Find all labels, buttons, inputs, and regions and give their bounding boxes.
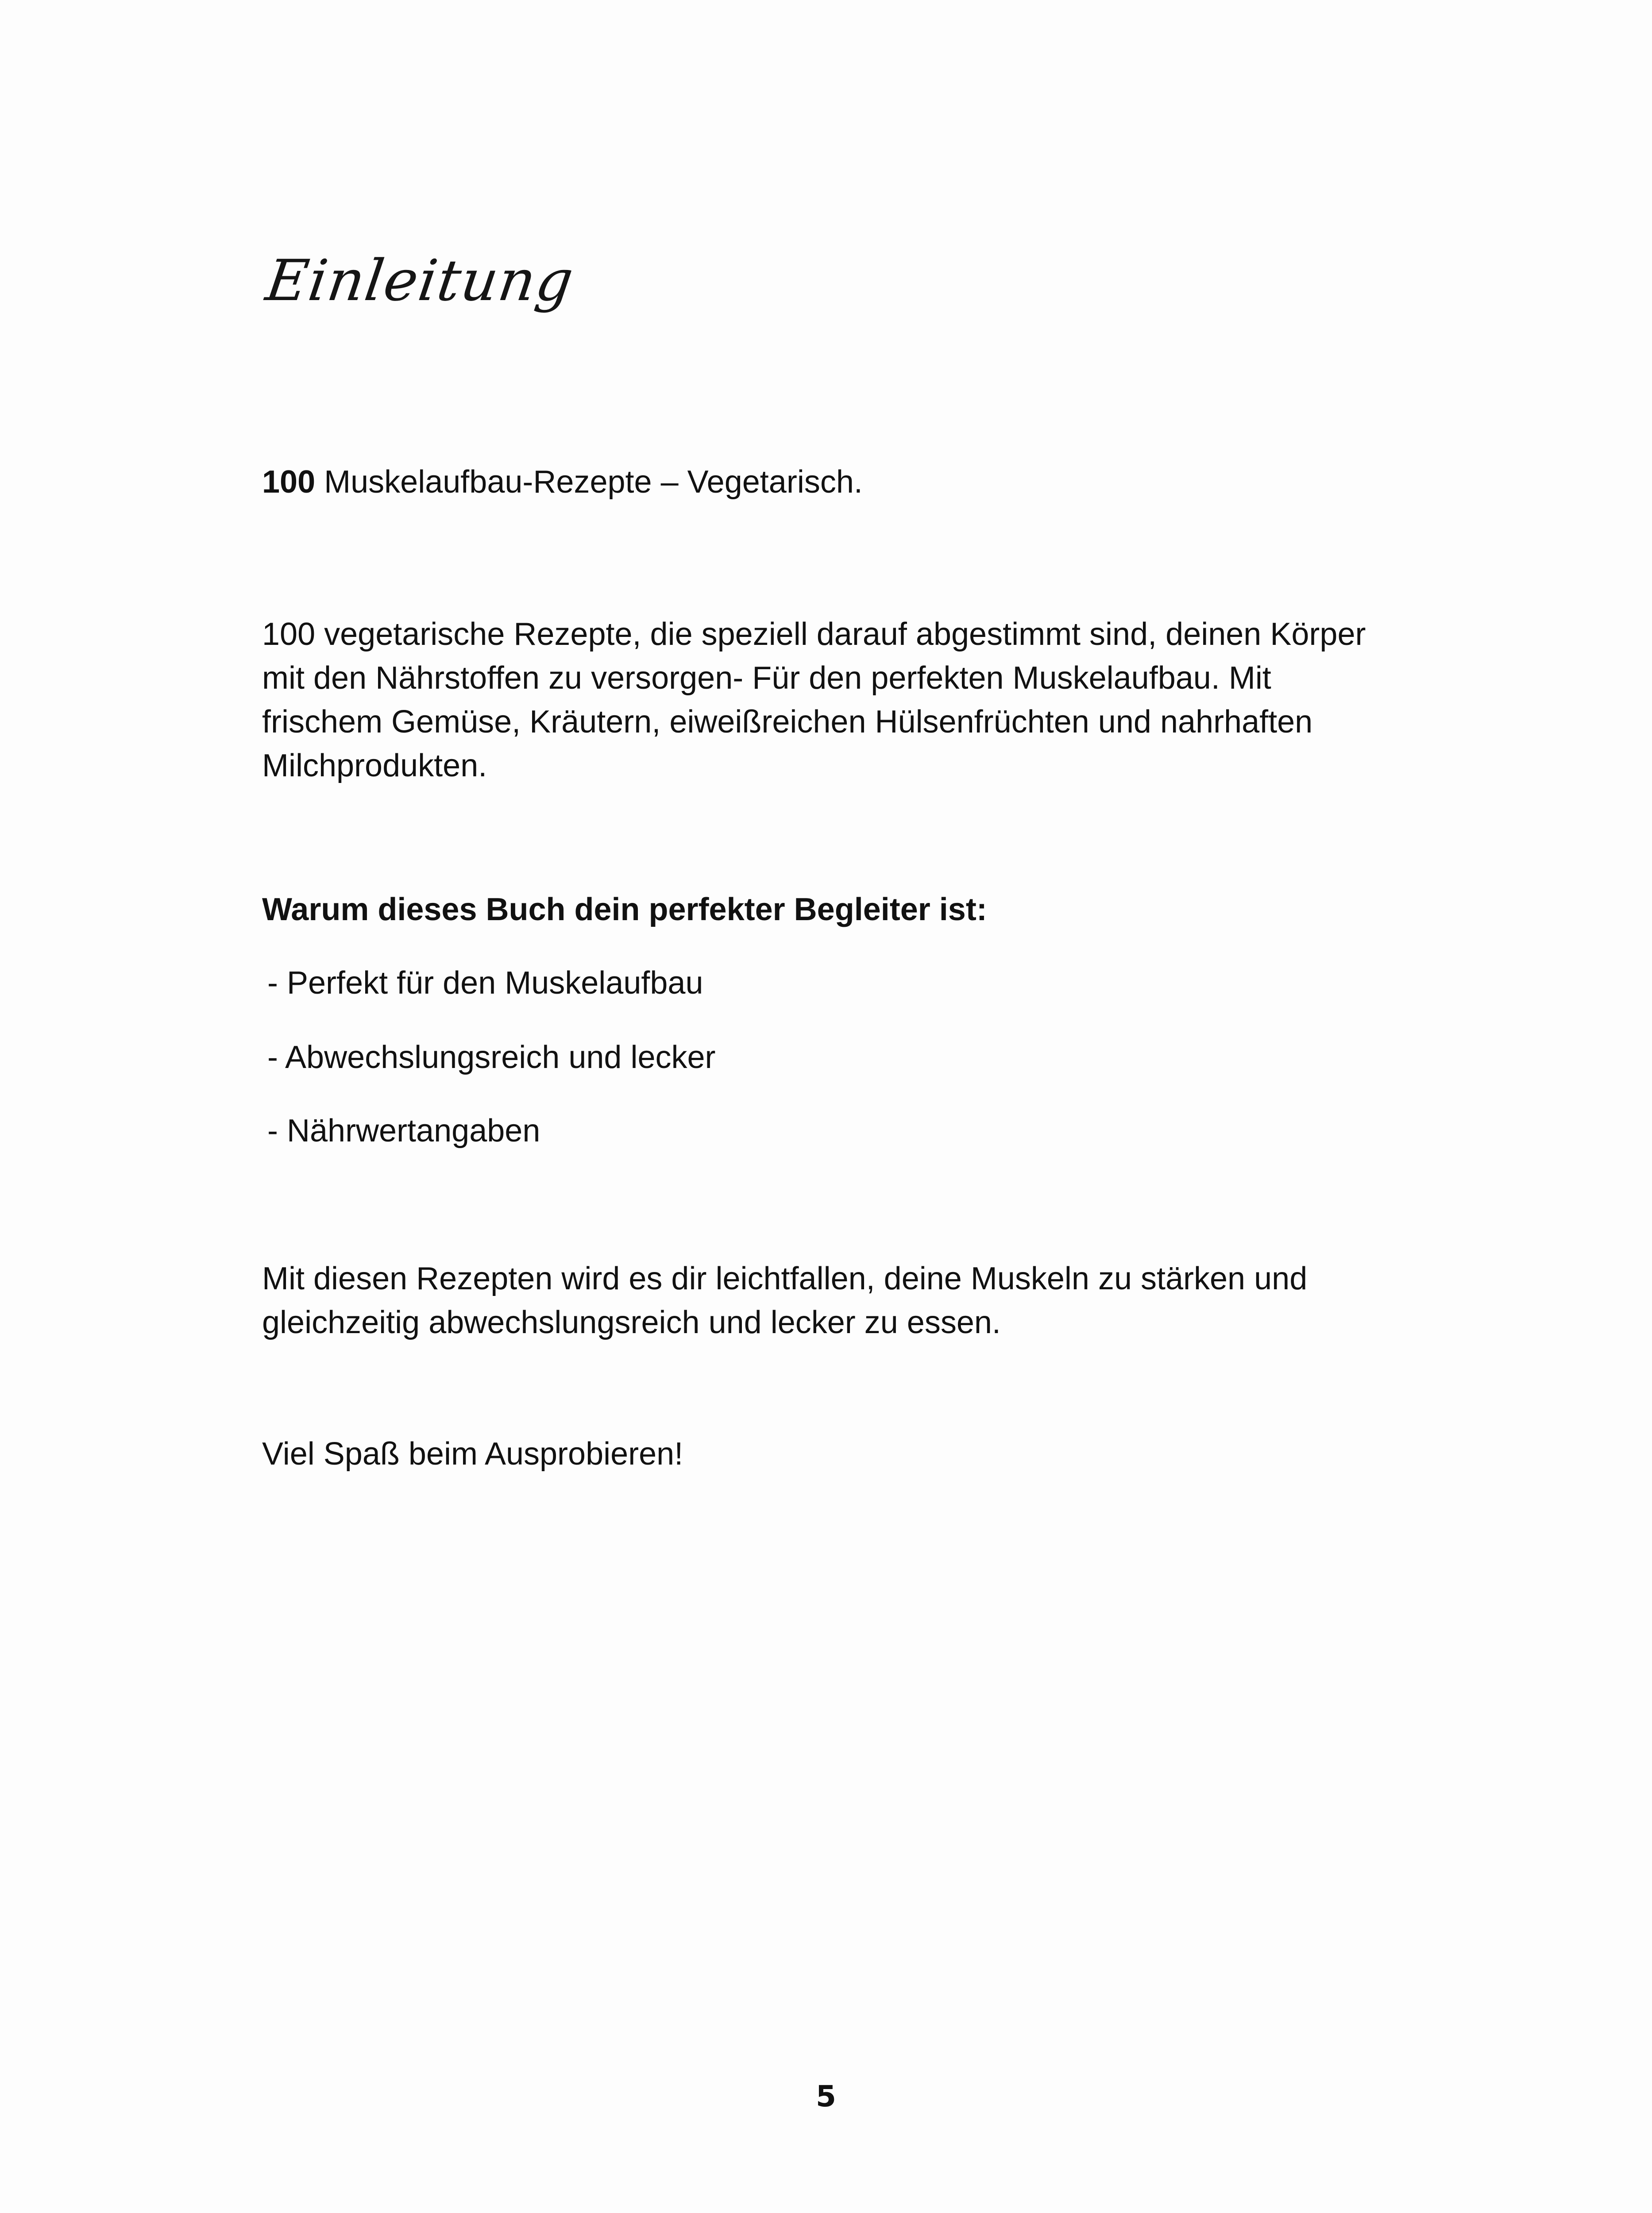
closing-line: gleichzeitig abwechslungsreich und lecker zu essen. bbox=[262, 1305, 1001, 1340]
subtitle-number: 100 bbox=[262, 464, 316, 500]
page-number: 5 bbox=[816, 2079, 836, 2113]
intro-line: mit den Nährstoffen zu versorgen- Für den perfekten Muskelaufbau. Mit bbox=[262, 660, 1271, 696]
intro-line: Milchprodukten. bbox=[262, 748, 487, 783]
why-heading: Warum dieses Buch dein perfekter Begleiter ist: bbox=[262, 892, 987, 927]
benefit-list-item: - Perfekt für den Muskelaufbau bbox=[267, 965, 703, 1001]
book-subtitle bbox=[262, 460, 1413, 504]
intro-line: frischem Gemüse, Kräutern, eiweißreichen Hülsenfrüchten und nahrhaften bbox=[262, 704, 1313, 740]
signoff-text: Viel Spaß beim Ausprobieren! bbox=[262, 1436, 683, 1472]
intro-paragraph bbox=[262, 613, 1413, 788]
intro-line: 100 vegetarische Rezepte, die speziell darauf abgestimmt sind, deinen Körper bbox=[262, 617, 1366, 652]
closing-line: Mit diesen Rezepten wird es dir leichtfallen, deine Muskeln zu stärken und bbox=[262, 1261, 1308, 1296]
closing-paragraph bbox=[262, 1257, 1413, 1345]
benefit-list-item: - Abwechslungsreich und lecker bbox=[267, 1040, 716, 1075]
page-heading: Einleitung bbox=[262, 248, 578, 314]
subtitle-text: Muskelaufbau-Rezepte – Vegetarisch. bbox=[315, 464, 863, 500]
benefit-list-item: - Nährwertangaben bbox=[267, 1113, 540, 1149]
